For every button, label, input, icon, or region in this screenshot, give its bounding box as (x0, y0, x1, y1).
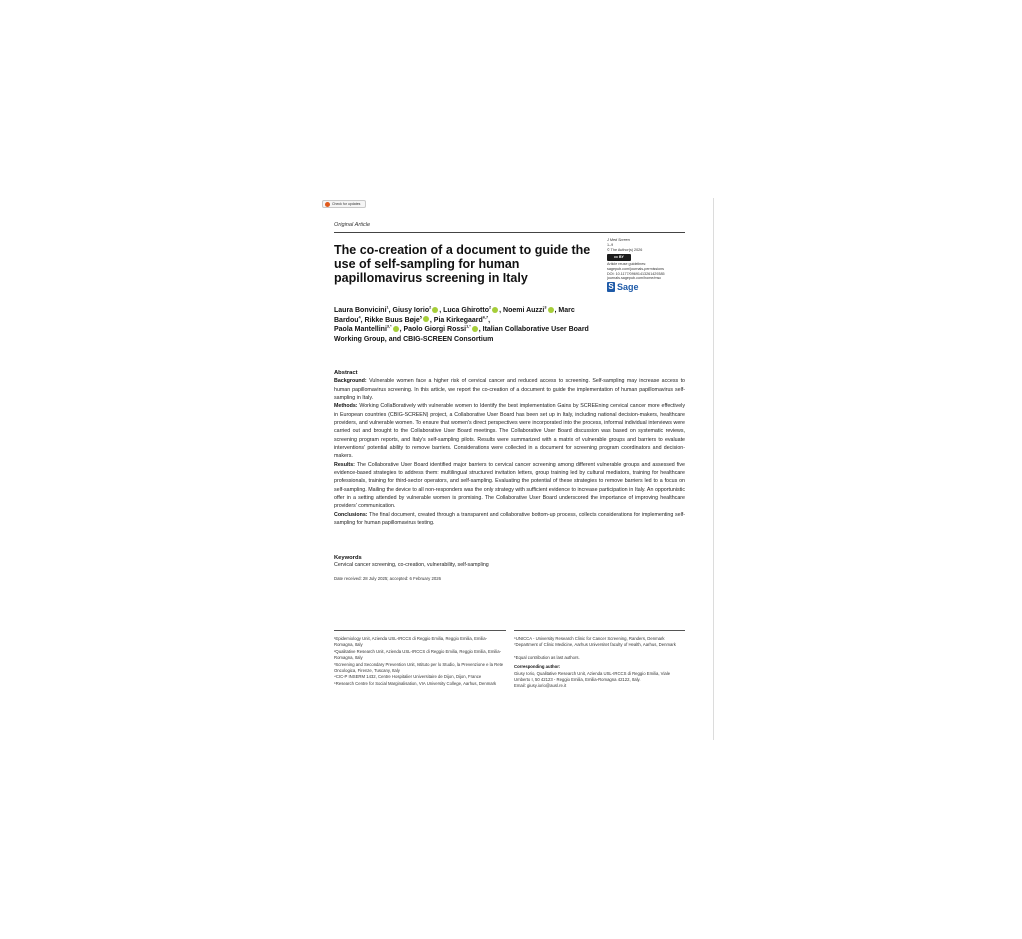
author-name: Luca Ghirotto (443, 307, 489, 314)
orcid-icon[interactable] (548, 307, 554, 313)
article-title: The co-creation of a document to guide the use of self-sampling for human papillomavirus screening in Italy (334, 243, 591, 285)
methods-text: Working CollaBoratively with vulnerable women to Identify the best implementation Gains by SCREEning cervical cancer more effectively in European countries (CBIG-SCREEN) project, a Collaborative User Board has been set up in Italy, including national decision-makers, healthcare providers, and vulnerable women. To ensure that women's direct perspectives were incorporated into the process, informal individual interviews were carried out and brought to the Collaborative User Board meetings. The Collaborative User Board discussion was based on systematic reviews, screening program reports, and Italy's self-sampling pilots. Results were summarized with a matrix of vulnerable groups and barriers to evaluate interventions' potential ability to remove barriers. Considerations were collected in a document for screening program coordinators and decision-makers. (334, 403, 685, 460)
affiliation-note: ²Qualitative Research Unit, Azienda USL-IRCCS di Reggio Emilia, Reggio Emilia, Emilia-Romagna, Italy (334, 648, 501, 661)
crossmark-icon (325, 202, 330, 207)
keywords-heading: Keywords (334, 555, 362, 561)
abstract-methods (334, 402, 685, 460)
affiliation-note: ⁶UNICCA - University Research Clinic for Cancer Screening, Randers, Denmark (514, 636, 665, 641)
publisher-name: Sage (617, 282, 639, 293)
author-affiliation: 2 (489, 305, 492, 310)
corresponding-author-text: Giusy Iorio, Qualitative Research Unit, Azienda USL-IRCCS di Reggio Emilia, Viale Umberto I, 50 42123 - Reggio Emilia, Emilia-Romagna 42122, Italy. (514, 670, 671, 683)
affiliation-note: ³Screening and Secondary Prevention Unit, Istituto per lo Studio, la Prevenzione e la Rete Oncologica, Firenze, Tuscany, Italy (334, 661, 504, 674)
page-edge-line (713, 198, 714, 740)
abstract (334, 369, 685, 527)
results-label: Results: (334, 461, 355, 468)
author-name: Paolo Giorgi Rossi (403, 326, 467, 334)
author-name: Paola Mantellini (334, 326, 387, 334)
author-affiliation: 6,7 (482, 315, 489, 320)
author-name: Rikke Buus Bøje (364, 316, 420, 324)
author-affiliation: 4 (358, 315, 361, 320)
affiliation-note: ¹Epidemiology Unit, Azienda USL-IRCCS di Reggio Emilia, Reggio Emilia, Emilia-Romagna, Italy (334, 636, 488, 648)
header-rule (334, 232, 685, 233)
author-affiliation: 1,* (466, 324, 471, 329)
author-name: Noemi Auzzi (503, 307, 545, 314)
orcid-icon[interactable] (492, 307, 498, 313)
orcid-icon[interactable] (393, 326, 399, 332)
corresponding-author-email[interactable]: Email: giusy.iorio@ausl.re.it (514, 683, 567, 689)
abstract-conclusions (334, 511, 685, 528)
keywords-section (334, 554, 685, 569)
permissions-link[interactable]: sagepub.com/journals-permissions (607, 266, 664, 271)
author-affiliation: 1 (386, 305, 389, 310)
author-affiliation: 3,* (386, 324, 392, 329)
conclusions-label: Conclusions: (334, 511, 368, 518)
author-groups: Italian Collaborative User Board Working Group, and CBIG-SCREEN Consortium (334, 326, 589, 343)
check-for-updates-label: Check for updates (332, 202, 361, 206)
journal-name: J Med Screen (607, 238, 630, 242)
cc-license-icon: cc BY (607, 254, 631, 261)
check-for-updates-button[interactable] (322, 200, 366, 208)
page-range: 1–9 (607, 242, 614, 247)
article-type: Original Article (334, 222, 371, 228)
abstract-background (334, 377, 685, 402)
orcid-icon[interactable] (472, 326, 478, 332)
reuse-guidelines: Article reuse guidelines: (607, 261, 647, 266)
author-name: Giusy Iorio (392, 307, 430, 314)
author-list: Laura Bonvicini$^1$, Giusy Iorio$^2$ , Luca Ghirotto$^2$ , Noemi Auzzi$^3$ , Marc Bardou$^4$, Rikke Buus Bøje$^5$ , Pia Kirkegaard$^{6,7}$, Paola Mantellini$^{3,*}$ , Paolo Giorgi Rossi$^{1,*}$ , Italian Collaborative User Board Working Group, and CBIG-SCREEN Consortium (334, 305, 589, 343)
affiliation-note: ⁵Research Centre for Social Marginalisation, VIA University College, Aarhus, Denmark (334, 680, 497, 686)
conclusions-text: The final document, created through a transparent and collaborative bottom-up process, collects considerations for implementing self-sampling for human papillomavirus testing. (334, 511, 685, 527)
affiliations-right (514, 636, 686, 690)
author-name: Marc Bardou (334, 307, 575, 324)
abstract-results (334, 461, 685, 511)
affiliations-left (334, 636, 504, 687)
author-affiliation: 3 (544, 305, 547, 310)
footnote-rule-left (334, 630, 506, 631)
dates-line: Date received: 28 July 2025; accepted: 6 February 2026 (334, 576, 442, 581)
keywords-list: Cervical cancer screening, co-creation, vulnerability, self-sampling (334, 562, 489, 568)
author-affiliation: 5 (419, 315, 422, 320)
orcid-icon[interactable] (423, 316, 429, 322)
author-name: Pia Kirkegaard (433, 316, 483, 324)
journal-link[interactable]: journals.sagepub.com/home/msc (607, 276, 662, 281)
author-affiliation: 2 (429, 305, 432, 310)
equal-contribution-note: *Equal contribution as last authors. (514, 654, 580, 660)
background-text: Vulnerable women face a higher risk of cervical cancer and reduced access to screening. Self-sampling may increase access to human papillomavirus screening. In this article, we report the co-creation of a document to guide the implementation of human papillomavirus self-sampling in Italy. (334, 378, 685, 401)
publisher-logo (607, 282, 689, 292)
abstract-heading: Abstract (334, 370, 358, 376)
journal-meta (607, 238, 689, 292)
footnote-rule-right (514, 630, 685, 631)
affiliation-note: ⁴CIC-P INSERM 1432, Centre Hospitalier Universitaire de Dijon, Dijon, France (334, 674, 482, 680)
corresponding-author-heading: Corresponding author: (514, 664, 561, 670)
doi[interactable]: DOI: 10.1177/09691413261429385 (607, 271, 665, 276)
copyright: © The Author(s) 2026 (607, 247, 643, 252)
affiliation-note: ⁷Department of Clinic Medicine, Aarhus Universitet faculty of Health, Aarhus, Denmark (514, 642, 676, 648)
methods-label: Methods: (334, 403, 358, 410)
results-text: The Collaborative User Board identified major barriers to cervical cancer screening among different vulnerable groups and assessed five evidence-based strategies to address them: multilingual structured invitation letters, group training led by cultural mediators, training for healthcare professionals, training for third-sector operators, and self-sampling. Evaluating the potential of these strategies to remove barriers led to a focus on self-sampling. Mailing the device to all non-responders was the only strategy with sufficient evidence to increase participation in Italy. An opportunistic offer in a setting attended by vulnerable women is promising. The Collaborative User Board underscored the importance of improving healthcare providers' communication. (334, 461, 685, 510)
sage-logo-icon: S (608, 282, 614, 292)
background-label: Background: (334, 378, 367, 385)
author-name: Laura Bonvicini (334, 307, 387, 314)
orcid-icon[interactable] (432, 307, 438, 313)
